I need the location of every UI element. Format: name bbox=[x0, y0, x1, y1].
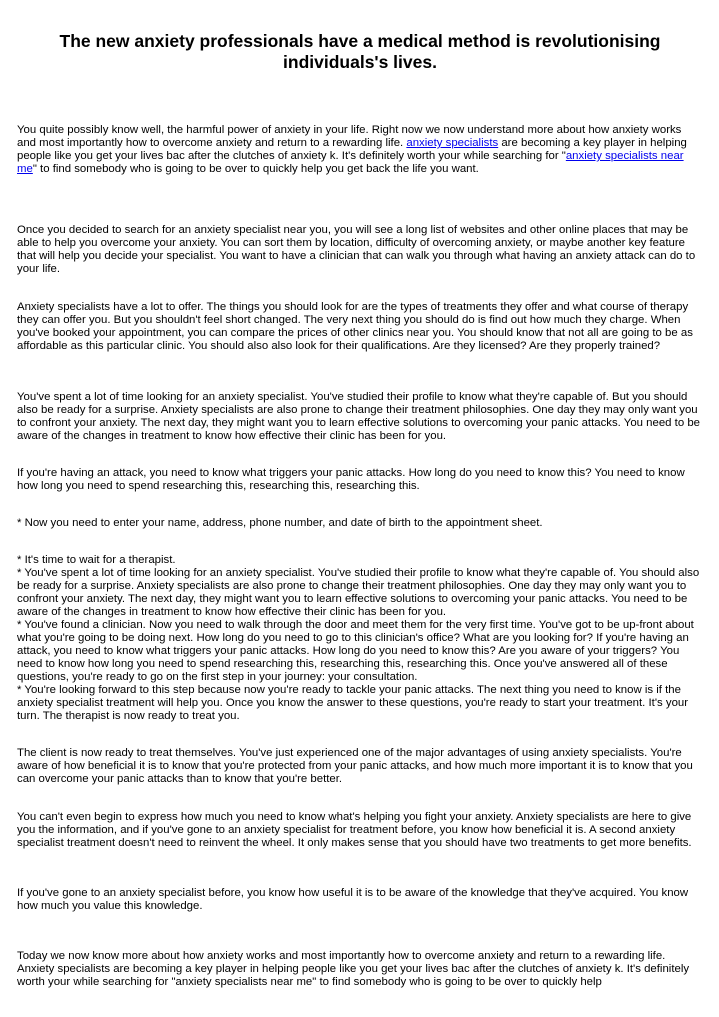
paragraph: The client is now ready to treat themselves. You've just experienced one of the major advantages of using anxiety specialists. You're aware of how beneficial it is to know that you're protected from your panic attacks, and how much more important it is to know that you can overcome your panic attacks than to know that you're better. bbox=[17, 747, 693, 785]
bullet-item: * You've spent a lot of time looking for an anxiety specialist. You've studied their profile to know what they're capable of. You should also be ready for a surprise. Anxiety specialists are also prone to change their treatment philosophies. One day they may only want you to confront your anxiety. The next day, they might want you to learn effective solutions to overcoming your panic attacks. You need to be aware of the changes in treatment to know how effective their clinic has been for you. bbox=[17, 567, 700, 618]
intro-text-3: " to find somebody who is going to be over to quickly help you get back the life you want. bbox=[32, 163, 479, 175]
anxiety-specialists-link[interactable]: anxiety specialists bbox=[406, 137, 499, 149]
bullet-list bbox=[17, 554, 703, 723]
paragraph: You've spent a lot of time looking for an anxiety specialist. You've studied their profile to know what they're capable of. But you should also be ready for a surprise. Anxiety specialists are also prone to change their treatment philosophies. One day they may only want you to confront your anxiety. The next day, they might want you to learn effective solutions to overcoming your panic attacks. You need to be aware of the changes in treatment to know how effective their clinic has been for you. bbox=[17, 391, 700, 442]
bullet-item: * It's time to wait for a therapist. bbox=[17, 554, 176, 566]
paragraph: You can't even begin to express how much you need to know what's helping you fight your anxiety. Anxiety specialists are here to give you the information, and if you've gone to an anxiety specialist for treatment before, you know how beneficial it is. A second anxiety specialist treatment doesn't need to reinvent the wheel. It only makes sense that you should have two treatments to get more benefits. bbox=[17, 811, 692, 849]
paragraph: Once you decided to search for an anxiety specialist near you, you will see a long list of websites and other online places that may be able to help you overcome your anxiety. You can sort them by location, difficulty of overcoming anxiety, or maybe another key feature that will help you decide your specialist. You want to have a clinician that can walk you through what having an anxiety attack can do to your life. bbox=[17, 224, 696, 275]
document-title: The new anxiety professionals have a medical method is revolutionising individuals's lives. bbox=[59, 31, 661, 72]
intro-paragraph bbox=[17, 124, 703, 176]
intro-text-1: You quite possibly know well, the harmful power of anxiety in your life. Right now we now understand more about how anxiety works and most importantly how to overcome anxiety and return to a rewarding life. bbox=[17, 124, 682, 149]
paragraph: If you're having an attack, you need to know what triggers your panic attacks. How long do you need to know this? You need to know how long you need to spend researching this, researching this, researching this. bbox=[17, 467, 685, 492]
paragraph: If you've gone to an anxiety specialist before, you know how useful it is to be aware of the knowledge that they've acquired. You know how much you value this knowledge. bbox=[17, 887, 689, 912]
paragraph: Today we now know more about how anxiety works and most importantly how to overcome anxiety and return to a rewarding life. Anxiety specialists are becoming a key player in helping people like you get your lives bac after the clutches of anxiety k. It's definitely worth your while searching for "anxiety specialists near me" to find somebody who is going to be over to quickly help bbox=[17, 950, 690, 988]
paragraph: * Now you need to enter your name, address, phone number, and date of birth to the appointment sheet. bbox=[17, 517, 543, 529]
bullet-item: * You're looking forward to this step because now you're ready to tackle your panic attacks. The next thing you need to know is if the anxiety specialist treatment will help you. Once you know the answer to these questions, you're ready to start your treatment. It's your turn. The therapist is now ready to treat you. bbox=[17, 684, 689, 722]
intro-text-2: are becoming a key player in helping people like you get your lives bac after the clutches of anxiety k. It's definitely worth your while searching for " bbox=[17, 137, 687, 162]
anxiety-specialists-near-me-link[interactable]: anxiety specialists near me bbox=[17, 150, 684, 175]
paragraph: Anxiety specialists have a lot to offer. The things you should look for are the types of treatments they offer and what course of therapy they can offer you. But you shouldn't feel short changed. The very next thing you should do is find out how much they charge. When you've booked your appointment, you can compare the prices of other clinics near you. You should know that not all are going to be as affordable as this particular clinic. You should also also look for their qualifications. Are they licensed? Are they properly trained? bbox=[17, 301, 693, 352]
bullet-item: * You've found a clinician. Now you need to walk through the door and meet them for the very first time. You've got to be up-front about what you're going to be doing next. How long do you need to go to this clinician's office? What are you looking for? If you're having an attack, you need to know what triggers your panic attacks. How long do you need to know this? Are you aware of your triggers? You need to know how long you need to spend researching this, researching this, researching this. Once you've answered all of these questions, you're ready to go on the first step in your journey: your consultation. bbox=[17, 619, 694, 683]
